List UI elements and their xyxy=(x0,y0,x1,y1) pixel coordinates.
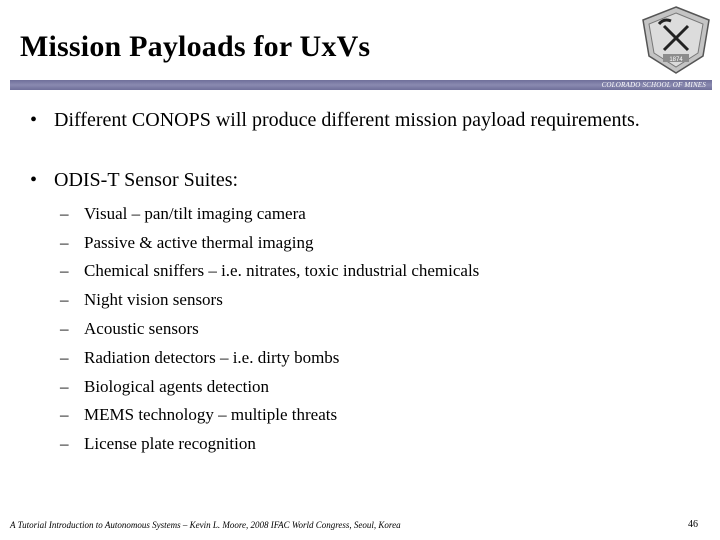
slide-title: Mission Payloads for UxVs xyxy=(20,30,371,63)
sub-bullet-marker: – xyxy=(60,377,69,396)
sub-bullet-marker: – xyxy=(60,261,69,280)
sub-bullet-marker: – xyxy=(60,405,69,424)
sub-bullet-marker: – xyxy=(60,290,69,309)
sub-bullet-marker: – xyxy=(60,348,69,367)
sub-bullet-text: Acoustic sensors xyxy=(84,319,199,338)
sub-bullet-text: Radiation detectors – i.e. dirty bombs xyxy=(84,348,340,367)
sub-bullet-marker: – xyxy=(60,434,69,453)
school-seal-logo xyxy=(637,4,715,76)
sub-bullet-text: Passive & active thermal imaging xyxy=(84,233,314,252)
sub-bullet-text: Visual – pan/tilt imaging camera xyxy=(84,204,306,223)
sub-bullet-text: Biological agents detection xyxy=(84,377,270,396)
sub-bullet-marker: – xyxy=(60,204,69,223)
school-label: COLORADO SCHOOL OF MINES xyxy=(601,81,706,89)
bullet-marker: • xyxy=(30,169,38,191)
sub-bullet-marker: – xyxy=(60,319,69,338)
sub-bullet-marker: – xyxy=(60,233,69,252)
title-rule-bar xyxy=(10,80,712,90)
sub-bullet-text: MEMS technology – multiple threats xyxy=(84,405,338,424)
bullet-marker: • xyxy=(30,109,38,131)
logo-year: 1874 xyxy=(669,57,683,63)
sub-bullet-text: Chemical sniffers – i.e. nitrates, toxic industrial chemicals xyxy=(84,261,480,280)
page-number: 46 xyxy=(688,519,698,530)
sub-bullet-text: License plate recognition xyxy=(84,434,256,453)
footer-text: A Tutorial Introduction to Autonomous Systems – Kevin L. Moore, 2008 IFAC World Congress, Seoul, Korea xyxy=(10,520,401,530)
sub-bullet-text: Night vision sensors xyxy=(84,290,223,309)
bullet-text: ODIS-T Sensor Suites: xyxy=(54,169,239,191)
bullet-text: Different CONOPS will produce different mission payload requirements. xyxy=(54,109,640,131)
